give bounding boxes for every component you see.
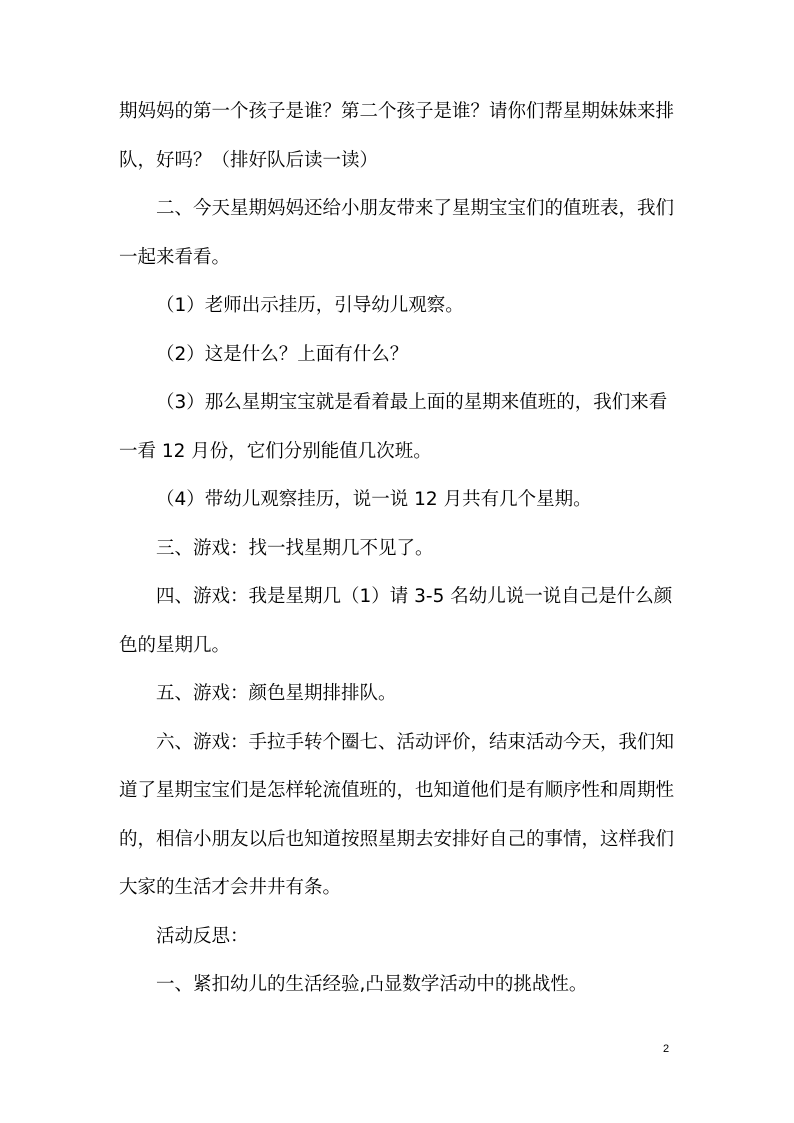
paragraph-game-five: 五、游戏：颜色星期排排队。	[156, 683, 397, 704]
paragraph-step-three: （3）那么星期宝宝就是看着最上面的星期来值班的，我们来看一看 12 月份，它们分别能值几次班。	[119, 392, 668, 462]
page-number: 2	[663, 1043, 670, 1055]
document-body	[119, 88, 675, 1010]
paragraph-reflection-one: 一、紧扣幼儿的生活经验,凸显数学活动中的挑战性。	[156, 974, 588, 995]
paragraph-game-six: 六、游戏：手拉手转个圈七、活动评价，结束活动今天，我们知道了星期宝宝们是怎样轮流值班的，也知道他们是有顺序性和周期性的，相信小朋友以后也知道按照星期去安排好自己的事情，这样我们大家的生活才会井井有条。	[119, 731, 675, 898]
paragraph-game-four: 四、游戏：我是星期几（1）请 3-5 名幼儿说一说自己是什么颜色的星期几。	[119, 586, 673, 656]
paragraph-game-three: 三、游戏：找一找星期几不见了。	[156, 537, 434, 559]
paragraph-reflection-heading: 活动反思：	[156, 925, 249, 947]
paragraph-step-two: （2）这是什么？上面有什么？	[156, 343, 409, 365]
paragraph-section-two: 二、今天星期妈妈还给小朋友带来了星期宝宝们的值班表，我们一起来看看。	[119, 198, 675, 268]
paragraph-step-four: （4）带幼儿观察挂历，说一说 12 月共有几个星期。	[156, 489, 592, 510]
paragraph-continuation: 期妈妈的第一个孩子是谁？第二个孩子是谁？请你们帮星期妹妹来排队，好吗？（排好队后读一读）	[119, 101, 675, 171]
paragraph-step-one: （1）老师出示挂历，引导幼儿观察。	[156, 295, 464, 316]
